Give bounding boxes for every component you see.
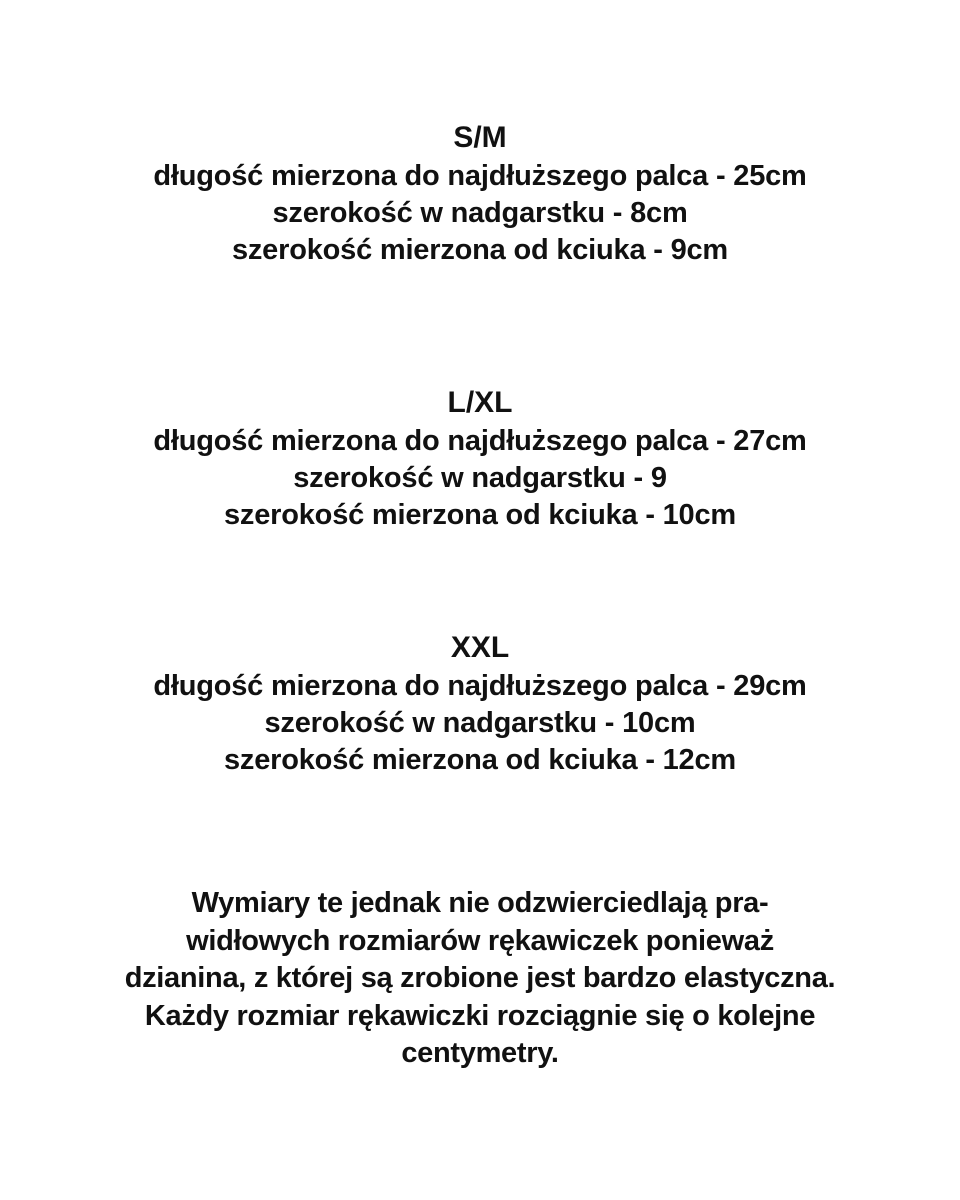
size-label: L/XL [447, 386, 513, 419]
length-measurement: długość mierzona do najdłuższego palca - 27cm [153, 425, 807, 457]
note-line: widłowych rozmiarów rękawiczek ponieważ [186, 924, 774, 957]
length-measurement: długość mierzona do najdłuższego palca - 29cm [153, 670, 807, 702]
size-block-l-xl [0, 383, 960, 534]
thumb-width-measurement: szerokość mierzona od kciuka - 10cm [224, 499, 736, 531]
note-line: dzianina, z której są zrobione jest bardzo elastyczna. [124, 962, 836, 994]
size-label: S/M [453, 121, 507, 154]
size-block-xxl [0, 628, 960, 779]
size-label: XXL [450, 631, 510, 664]
wrist-width-measurement: szerokość w nadgarstku - 10cm [264, 707, 696, 739]
elasticity-note [0, 885, 960, 1073]
note-line: Każdy rozmiar rękawiczki rozciągnie się o kolejne [144, 999, 816, 1032]
length-measurement: długość mierzona do najdłuższego palca - 25cm [153, 160, 807, 192]
wrist-width-measurement: szerokość w nadgarstku - 9 [293, 462, 667, 494]
thumb-width-measurement: szerokość mierzona od kciuka - 9cm [231, 234, 729, 266]
size-block-s-m [0, 118, 960, 269]
note-line: centymetry. [401, 1037, 559, 1069]
wrist-width-measurement: szerokość w nadgarstku - 8cm [272, 197, 688, 229]
note-line: Wymiary te jednak nie odzwierciedlają pra- [191, 887, 769, 919]
thumb-width-measurement: szerokość mierzona od kciuka - 12cm [224, 744, 736, 776]
